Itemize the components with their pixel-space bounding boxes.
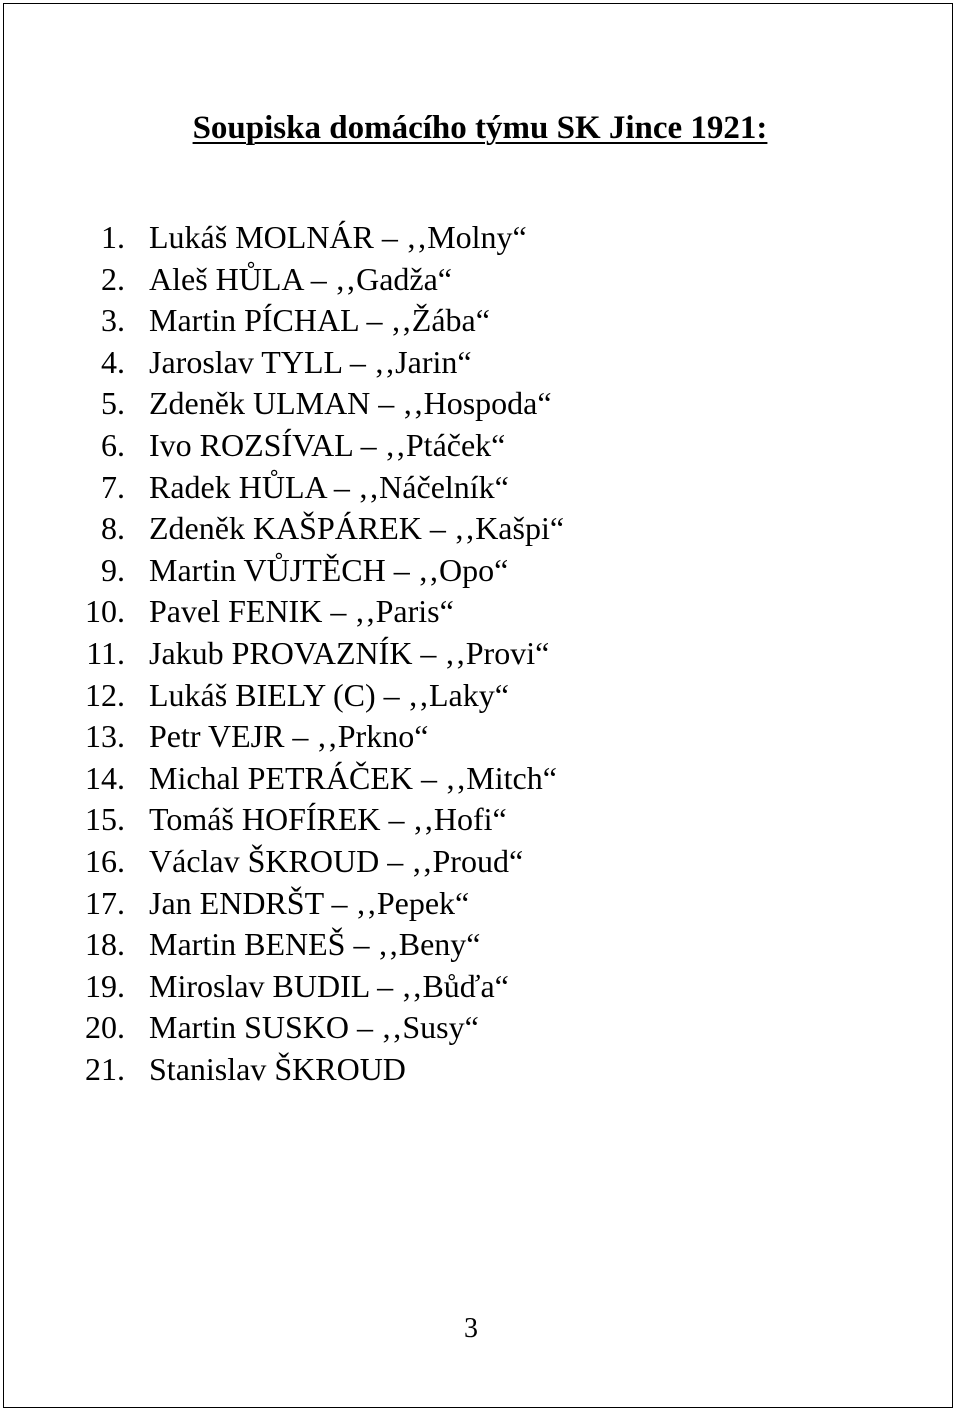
roster-item-number: 5. [101,385,125,422]
roster-item [0,508,960,550]
roster-item-number: 19. [85,967,125,1004]
roster-item-number: 11. [86,634,125,671]
roster-item-number: 21. [85,1050,125,1087]
roster-item-text: Stanislav ŠKROUD [149,1050,406,1087]
roster-item [0,675,960,717]
roster-item [0,300,960,342]
roster-item-text: Lukáš MOLNÁR – ‚‚Molny“ [149,219,527,255]
roster-item-text: Martin VŮJTĚCH – ‚‚Opo“ [149,551,509,588]
roster-item [0,883,960,925]
roster-item [0,799,960,841]
roster-item [0,259,960,301]
roster-item [0,425,960,467]
roster-item [0,550,960,592]
roster-item-text: Václav ŠKROUD – ‚‚Proud“ [149,842,524,879]
roster-item-number: 15. [85,801,125,838]
roster-item-text: Martin SUSKO – ‚‚Susy“ [149,1009,479,1046]
roster-item-text: Jakub PROVAZNÍK – ‚‚Provi“ [149,634,550,671]
roster-item-text: Radek HŮLA – ‚‚Náčelník“ [149,468,509,505]
roster-item-text: Zdeněk ULMAN – ‚‚Hospoda“ [149,385,552,422]
roster-item [0,841,960,883]
roster-item-text: Miroslav BUDIL – ‚‚Bůďa“ [149,967,509,1004]
roster-item-text: Jan ENDRŠT – ‚‚Pepek“ [149,884,470,921]
roster-item-text: Aleš HŮLA – ‚‚Gadža“ [149,260,452,297]
roster-item-text: Zdeněk KAŠPÁREK – ‚‚Kašpi“ [149,510,565,547]
page-number: 3 [464,1313,478,1344]
roster-item-number: 8. [101,510,125,547]
roster-item-number: 16. [85,842,125,879]
roster-item-number: 14. [85,759,125,796]
roster-item-number: 6. [101,426,125,463]
roster-item [0,383,960,425]
roster-item-text: Martin BENEŠ – ‚‚Beny“ [149,926,481,963]
roster-item-text: Pavel FENIK – ‚‚Paris“ [149,593,454,630]
roster-item [0,217,960,259]
roster-item-number: 7. [101,468,125,505]
roster-item [0,591,960,633]
roster-item [0,342,960,384]
roster-item-number: 1. [101,219,125,255]
roster-item-text: Petr VEJR – ‚‚Prkno“ [149,718,429,755]
roster-item-text: Jaroslav TYLL – ‚‚Jarin“ [149,343,472,380]
roster-item [0,924,960,966]
roster-item-number: 3. [101,302,125,339]
roster-item-number: 20. [85,1009,125,1046]
roster-item-number: 18. [85,926,125,963]
roster-item-number: 17. [85,884,125,921]
roster-item [0,1007,960,1049]
roster-list [0,217,960,1090]
roster-item-text: Lukáš BIELY (C) – ‚‚Laky“ [149,676,509,713]
roster-item-number: 13. [85,718,125,755]
roster-item-number: 9. [101,551,125,588]
roster-item [0,1049,960,1091]
page-title: Soupiska domácího týmu SK Jince 1921: [192,110,768,146]
roster-item-text: Tomáš HOFÍREK – ‚‚Hofi“ [149,801,507,838]
roster-item-number: 12. [85,676,125,713]
roster-item-text: Michal PETRÁČEK – ‚‚Mitch“ [149,759,557,796]
roster-item-number: 10. [85,593,125,630]
roster-item [0,966,960,1008]
roster-item [0,467,960,509]
roster-item-number: 2. [101,260,125,297]
roster-item [0,633,960,675]
roster-item [0,758,960,800]
roster-item [0,716,960,758]
roster-item-text: Ivo ROZSÍVAL – ‚‚Ptáček“ [149,426,506,463]
roster-item-text: Martin PÍCHAL – ‚‚Žába“ [149,302,490,339]
roster-item-number: 4. [101,343,125,380]
